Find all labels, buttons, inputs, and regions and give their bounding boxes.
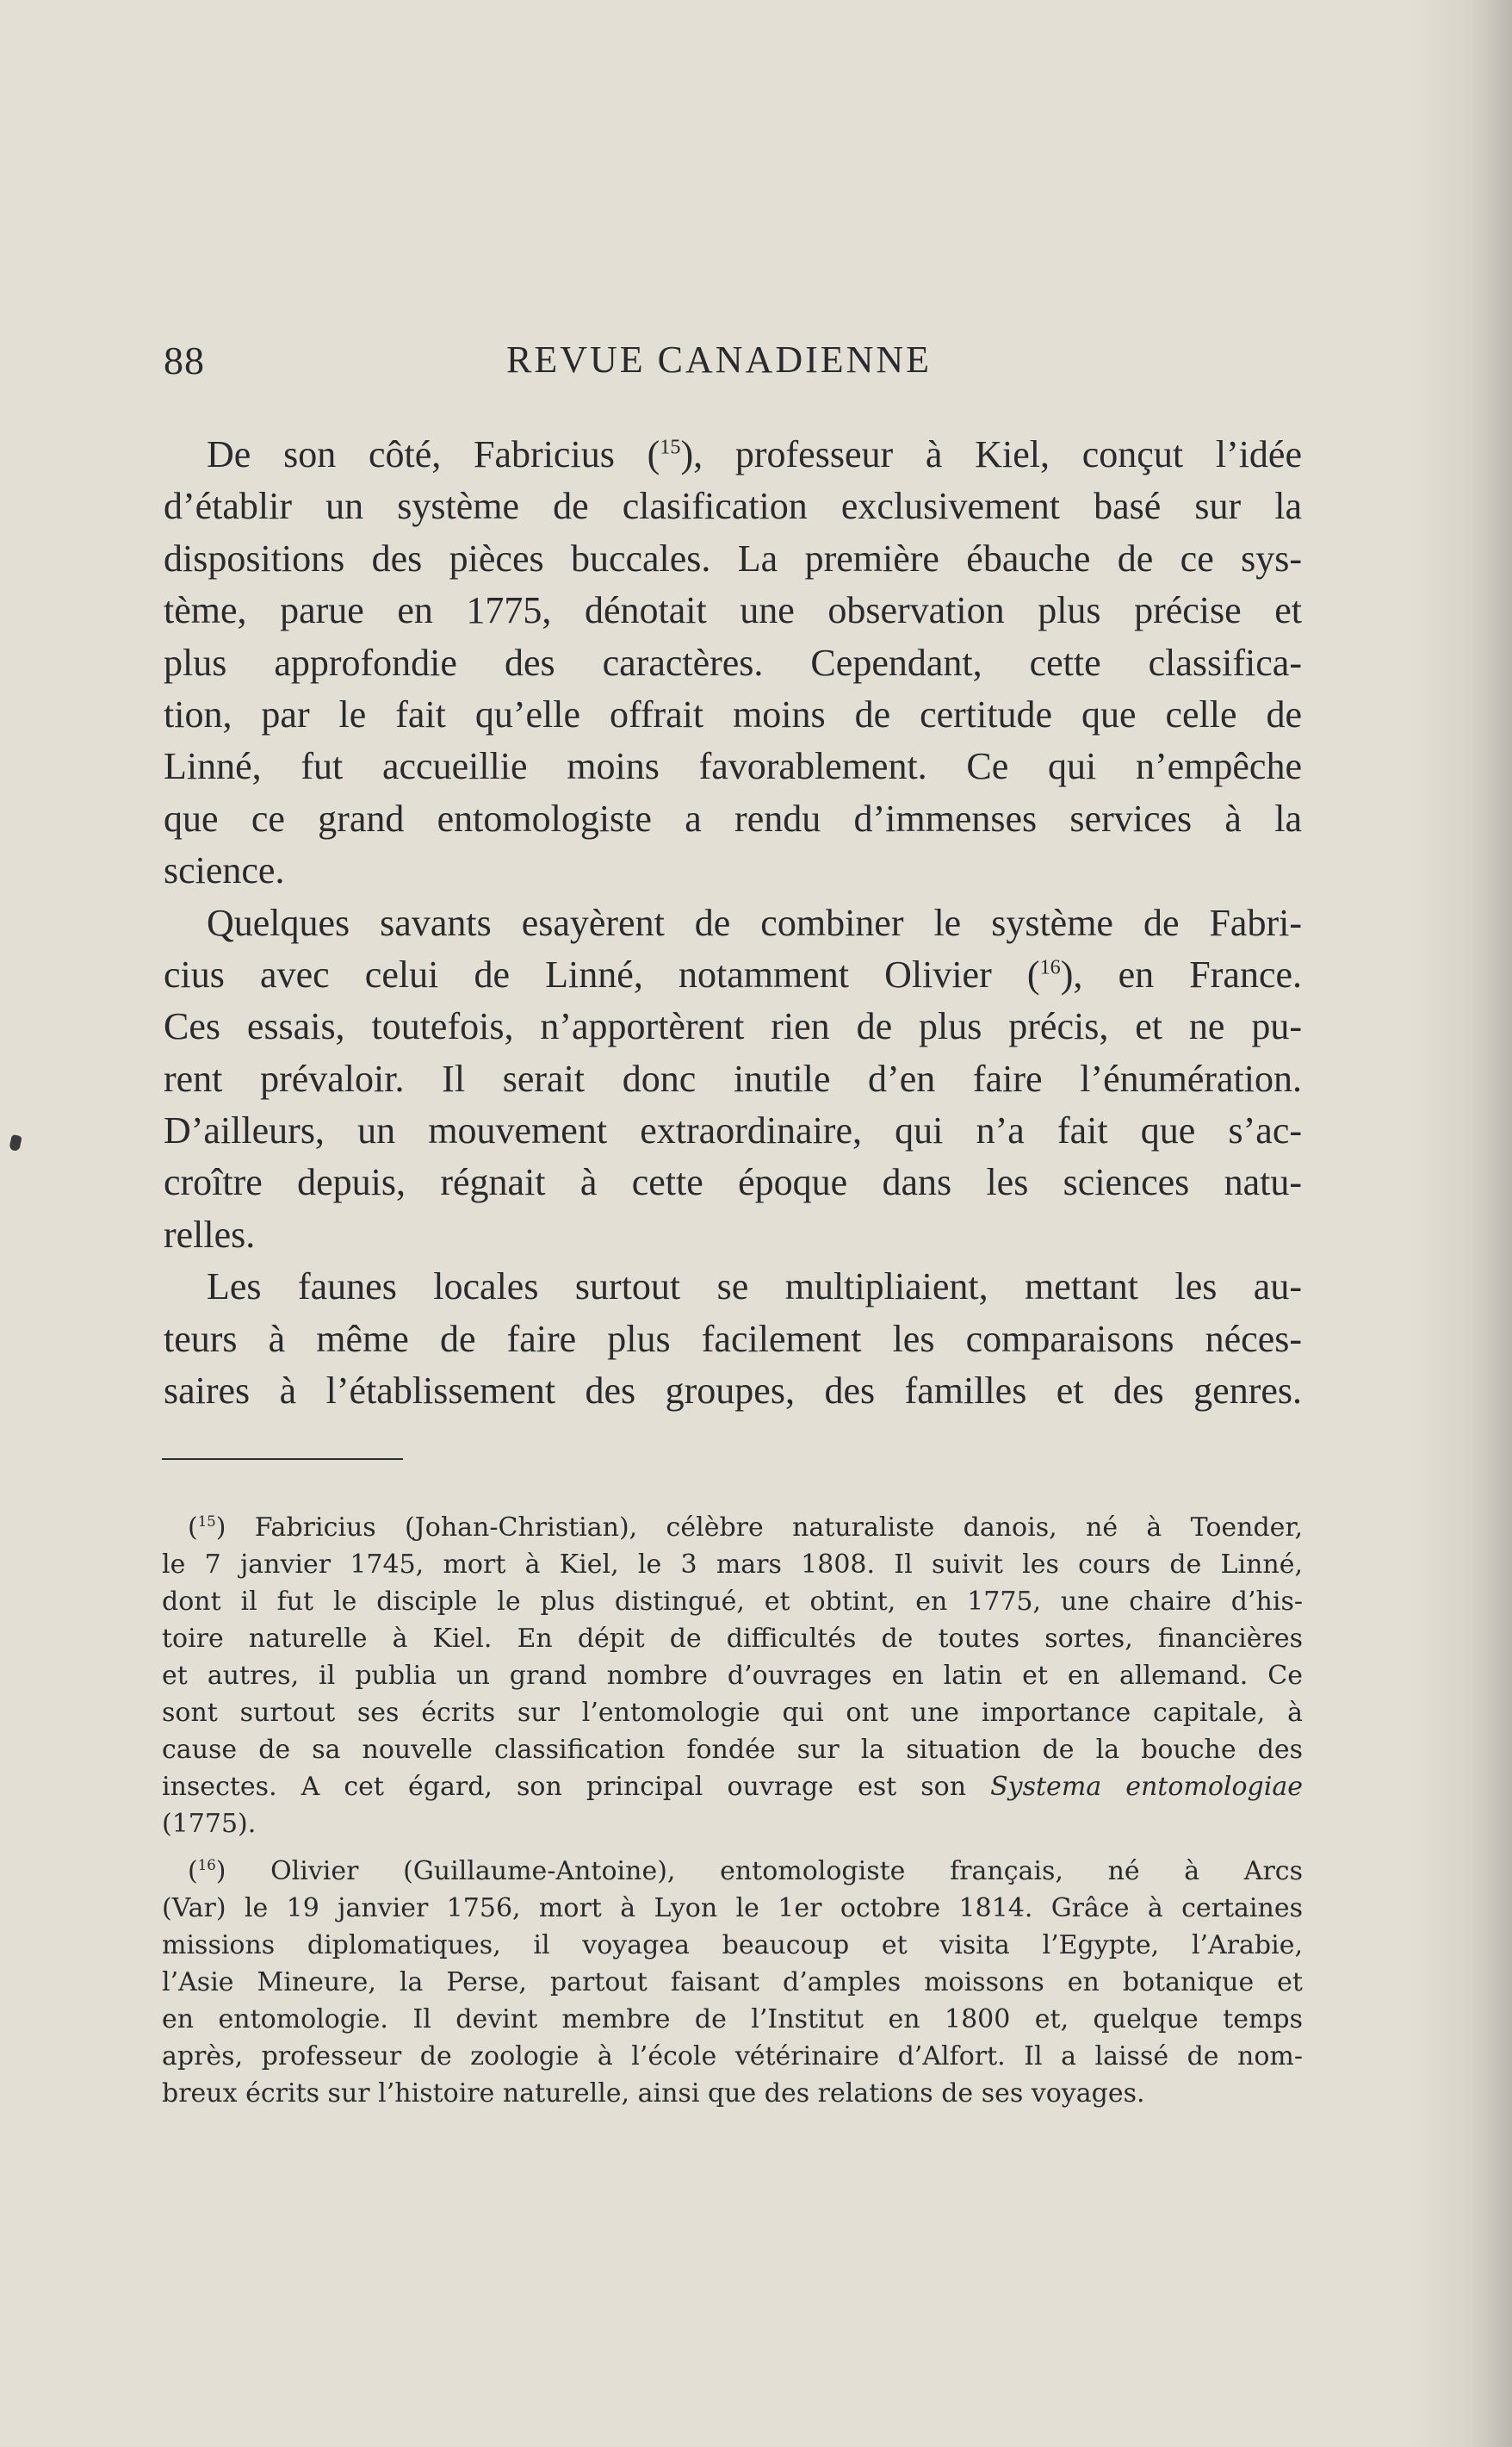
footnote: [162, 1853, 1303, 2112]
page-header: [164, 338, 1302, 389]
text-line: Linné, fut accueillie moins favorablement. Ce qui n’empêche: [164, 745, 1302, 788]
text-line: cius avec celui de Linné, notamment Olivier ($^{16}$), en France.: [164, 953, 1302, 996]
text-line: croître depuis, régnait à cette époque dans les sciences natu-: [164, 1161, 1302, 1204]
text-line: tème, parue en 1775, dénotait une observation plus précise et: [164, 589, 1302, 632]
body-text: [164, 429, 1302, 1417]
footnote-line: et autres, il publia un grand nombre d’ouvrages en latin et en allemand. Ce: [162, 1661, 1303, 1691]
text-line: saires à l’établissement des groupes, des familles et des genres.: [164, 1369, 1302, 1413]
footnotes: [162, 1509, 1303, 2112]
paragraph: [164, 429, 1302, 897]
footnote-line: en entomologie. Il devint membre de l’Institut en 1800 et, quelque temps: [162, 2004, 1303, 2034]
footnote-line: (Var) le 19 janvier 1756, mort à Lyon le 1er octobre 1814. Grâce à certaines: [162, 1893, 1303, 1923]
text-line: que ce grand entomologiste a rendu d’immenses services à la: [164, 797, 1302, 840]
text-line: Quelques savants esayèrent de combiner le système de Fabri-: [207, 901, 1302, 944]
footnote-line: le 7 janvier 1745, mort à Kiel, le 3 mars 1808. Il suivit les cours de Linné,: [162, 1550, 1303, 1580]
footnote-line: insectes. A cet égard, son principal ouvrage est son Systema entomologiae: [162, 1772, 1303, 1802]
footnote-line: ($^{15}$) Fabricius (Johan-Christian), célèbre naturaliste danois, né à Toender,: [188, 1512, 1303, 1543]
running-title: REVUE CANADIENNE: [506, 338, 933, 381]
text-line: science.: [164, 849, 285, 892]
page-number: 88: [164, 338, 205, 382]
footnote-marker: 16: [197, 1857, 216, 1873]
text-line: Les faunes locales surtout se multipliaient, mettant les au-: [207, 1265, 1302, 1308]
text-line: tion, par le fait qu’elle offrait moins de certitude que celle de: [164, 692, 1302, 736]
footnote-ref[interactable]: 16: [1039, 955, 1061, 979]
footnote-line: toire naturelle à Kiel. En dépit de difficultés de toutes sortes, financières: [162, 1624, 1303, 1654]
footnote-line: (1775).: [162, 1809, 257, 1839]
footnote-ref[interactable]: 15: [660, 435, 681, 459]
text-line: dispositions des pièces buccales. La première ébauche de ce sys-: [164, 537, 1302, 580]
footnote-marker: 15: [197, 1513, 216, 1530]
footnote-line: cause de sa nouvelle classification fondée sur la situation de la bouche des: [162, 1735, 1303, 1765]
footnote-line: l’Asie Mineure, la Perse, partout faisant d’amples moissons en botanique et: [162, 1967, 1303, 1997]
footnote-divider: [162, 1458, 403, 1460]
footnote-line: breux écrits sur l’histoire naturelle, ainsi que des relations de ses voyages.: [162, 2078, 1145, 2109]
text-line: De son côté, Fabricius ($^{15}$), professeur à Kiel, conçut l’idée: [207, 433, 1302, 475]
text-line: Ces essais, toutefois, n’apportèrent rien de plus précis, et ne pu-: [164, 1005, 1302, 1048]
text-line: plus approfondie des caractères. Cependant, cette classifica-: [164, 641, 1302, 684]
footnote-line: ($^{16}$) Olivier (Guillaume-Antoine), entomologiste français, né à Arcs: [188, 1856, 1303, 1886]
footnote-line: dont il fut le disciple le plus distingué, et obtint, en 1775, une chaire d’his-: [162, 1587, 1303, 1617]
book-title: Systema entomologiae: [990, 1772, 1303, 1802]
text-line: relles.: [164, 1213, 256, 1256]
footnote-line: sont surtout ses écrits sur l’entomologie qui ont une importance capitale, à: [162, 1698, 1303, 1728]
ink-blot: [9, 1134, 22, 1152]
text-line: d’établir un système de clasification exclusivement basé sur la: [164, 485, 1302, 528]
paragraph: [164, 1261, 1302, 1417]
footnote: [162, 1509, 1303, 1842]
footnote-line: missions diplomatiques, il voyagea beaucoup et visita l’Egypte, l’Arabie,: [162, 1930, 1303, 1960]
text-line: D’ailleurs, un mouvement extraordinaire, qui n’a fait que s’ac-: [164, 1109, 1302, 1152]
text-line: teurs à même de faire plus facilement les comparaisons néces-: [164, 1317, 1302, 1360]
footnote-line: après, professeur de zoologie à l’école vétérinaire d’Alfort. Il a laissé de nom-: [162, 2041, 1303, 2071]
text-line: rent prévaloir. Il serait donc inutile d’en faire l’énumération.: [164, 1057, 1302, 1100]
page-edge-shadow: [1409, 0, 1512, 2447]
paragraph: [164, 897, 1302, 1262]
